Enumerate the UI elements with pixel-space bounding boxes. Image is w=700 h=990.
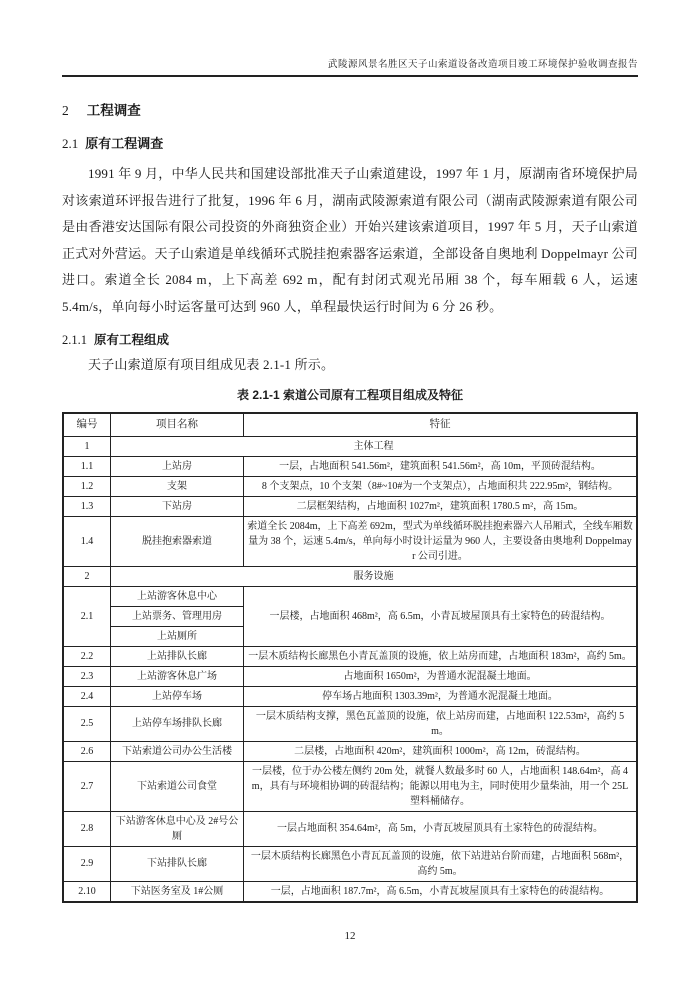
row-number-cell: 2.8 (63, 811, 111, 846)
project-name-cell: 上站游客休息广场 (111, 666, 244, 686)
row-number-cell: 2.4 (63, 686, 111, 706)
table-row (63, 706, 637, 741)
header-cell-feature: 特征 (244, 413, 638, 436)
table-row (63, 666, 637, 686)
project-name-cell: 脱挂抱索器索道 (111, 516, 244, 566)
table-header-row (63, 413, 637, 436)
row-number-cell: 2.7 (63, 761, 111, 811)
row-number-cell: 1.1 (63, 456, 111, 476)
row-number-cell: 2 (63, 566, 111, 586)
feature-cell: 一层木质结构长廊黑色小青瓦盖顶的设施，依上站房而建，占地面积 183m²，高约 5m。 (244, 646, 638, 666)
project-name-cell: 上站停车场排队长廊 (111, 706, 244, 741)
row-number-cell: 2.5 (63, 706, 111, 741)
project-name-cell: 上站房 (111, 456, 244, 476)
feature-cell: 一层木质结构支撑，黑色瓦盖顶的设施，依上站房而建，占地面积 122.53m²，高约 5m。 (244, 706, 638, 741)
running-header: 武陵源风景名胜区天子山索道设备改造项目竣工环境保护验收调查报告 (62, 0, 638, 77)
project-name-cell: 下站房 (111, 496, 244, 516)
feature-cell: 索道全长 2084m，上下高差 692m，型式为单线循环脱挂抱索器六人吊厢式，全线车厢数量为 38 个，运速 5.4m/s，单向每小时设计运量为 960 人，主要设备由奥地利 Doppelmayr 公司引进。 (244, 516, 638, 566)
table-row (63, 456, 637, 476)
table-row (63, 586, 637, 606)
section-heading-2 (62, 99, 638, 119)
table-row (63, 741, 637, 761)
feature-cell: 一层楼，占地面积 468m²，高 6.5m，小青瓦坡屋顶具有土家特色的砖混结构。 (244, 586, 638, 646)
page-number: 12 (344, 930, 356, 942)
row-number-cell: 2.10 (63, 881, 111, 902)
feature-cell: 一层占地面积 354.64m²，高 5m，小青瓦坡屋顶具有土家特色的砖混结构。 (244, 811, 638, 846)
table-row (63, 496, 637, 516)
table-row (63, 516, 637, 566)
row-number-cell: 2.6 (63, 741, 111, 761)
table-row (63, 566, 637, 586)
table-row (63, 476, 637, 496)
feature-cell: 停车场占地面积 1303.39m²，为普通水泥混凝土地面。 (244, 686, 638, 706)
section-title: 工程调查 (86, 103, 141, 118)
section-number: 2.1.1 (62, 333, 87, 347)
feature-cell: 占地面积 1650m²，为普通水泥混凝土地面。 (244, 666, 638, 686)
body-paragraph: 1991 年 9 月，中华人民共和国建设部批准天子山索道建设，1997 年 1 月，原湖南省环境保护局对该索道环评报告进行了批复，1996 年 6 月，湖南武陵源索道有限公司（湖南武陵源索道有限公司是由香港安达国际有限公司投资的外商独资企业）开始兴建该索道项目，1997 年 5 月，天子山索道正式对外营运。天子山索道是单线循环式脱挂抱索器客运索道，全部设备自奥地利 Doppelmayr 公司进口。索道全长 2084 m，上下高差 692 m，配有封闭式观光吊厢 38 个，每车厢载 6 人，运速 5.4m/s，单向每小时运客量可达到 960 人，单程最快运行时间为 6 分 26 秒。 (62, 166, 638, 314)
project-composition-table (62, 412, 638, 903)
feature-cell: 二层楼，占地面积 420m²，建筑面积 1000m²，高 12m，砖混结构。 (244, 741, 638, 761)
project-name-cell: 上站停车场 (111, 686, 244, 706)
row-number-cell: 1.3 (63, 496, 111, 516)
row-number-cell: 1 (63, 436, 111, 456)
section-heading-2-1-1 (62, 330, 638, 348)
section-number: 2 (62, 103, 69, 118)
row-number-cell: 2.3 (63, 666, 111, 686)
table-row (63, 436, 637, 456)
feature-cell: 一层木质结构长廊黑色小青瓦瓦盖顶的设施，依下站进站台阶而建，占地面积 568m²，高约 5m。 (244, 846, 638, 881)
feature-cell: 一层，占地面积 187.7m²，高 6.5m，小青瓦坡屋顶具有土家特色的砖混结构。 (244, 881, 638, 902)
section-heading-2-1 (62, 133, 638, 152)
project-name-cell: 上站票务、管理用房 (111, 606, 244, 626)
project-name-cell: 上站游客休息中心 (111, 586, 244, 606)
section-title: 原有工程组成 (94, 333, 170, 347)
table-row (63, 686, 637, 706)
table-row (63, 881, 637, 902)
feature-cell: 二层框架结构，占地面积 1027m²，建筑面积 1780.5 m²，高 15m。 (244, 496, 638, 516)
feature-cell: 一层，占地面积 541.56m²，建筑面积 541.56m²，高 10m，平顶砖混结构。 (244, 456, 638, 476)
table-caption: 表 2.1-1 索道公司原有工程项目组成及特征 (236, 388, 464, 402)
feature-cell: 8 个支架点，10 个支架（8#~10#为一个支架点），占地面积共 222.95m²，钢结构。 (244, 476, 638, 496)
project-name-cell: 下站索道公司食堂 (111, 761, 244, 811)
table-row (63, 846, 637, 881)
table-row (63, 761, 637, 811)
row-number-cell: 2.1 (63, 586, 111, 646)
project-name-cell: 下站医务室及 1#公厕 (111, 881, 244, 902)
table-lead-sentence: 天子山索道原有项目组成见表 2.1-1 所示。 (88, 357, 335, 372)
section-span-cell: 服务设施 (111, 566, 638, 586)
table-row (63, 646, 637, 666)
row-number-cell: 1.2 (63, 476, 111, 496)
feature-cell: 一层楼，位于办公楼左侧约 20m 处，就餐人数最多时 60 人，占地面积 148.64m²，高 4m，具有与环境相协调的砖混结构；能源以用电为主，同时使用少量柴油，用一个 25L 塑料桶储存。 (244, 761, 638, 811)
header-cell-no: 编号 (63, 413, 111, 436)
project-name-cell: 上站排队长廊 (111, 646, 244, 666)
section-number: 2.1 (62, 136, 79, 151)
row-number-cell: 1.4 (63, 516, 111, 566)
project-name-cell: 下站游客休息中心及 2#号公厕 (111, 811, 244, 846)
table-row (63, 811, 637, 846)
project-name-cell: 上站厕所 (111, 626, 244, 646)
section-span-cell: 主体工程 (111, 436, 638, 456)
section-title: 原有工程调查 (85, 136, 164, 151)
project-name-cell: 支架 (111, 476, 244, 496)
project-name-cell: 下站索道公司办公生活楼 (111, 741, 244, 761)
row-number-cell: 2.2 (63, 646, 111, 666)
row-number-cell: 2.9 (63, 846, 111, 881)
header-cell-name: 项目名称 (111, 413, 244, 436)
project-name-cell: 下站排队长廊 (111, 846, 244, 881)
